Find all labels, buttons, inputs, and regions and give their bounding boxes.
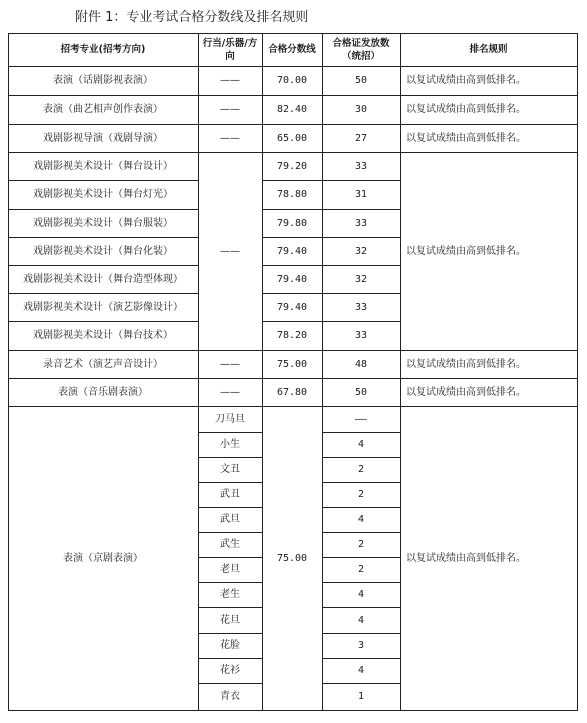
table-rule-h bbox=[322, 607, 401, 608]
opera-cert: 2 bbox=[357, 489, 365, 500]
opera-role: 文丑 bbox=[220, 464, 240, 475]
opera-cert: 3 bbox=[357, 640, 365, 651]
table-row-cert: 32 bbox=[354, 273, 368, 285]
table-row-major: 戏剧影视美术设计（舞台服装） bbox=[33, 217, 173, 229]
table-row-score: 65.00 bbox=[276, 132, 308, 144]
table-row-rule: 以复试成绩由高到低排名。 bbox=[406, 104, 526, 115]
table-row-cert: 32 bbox=[354, 245, 368, 257]
table-rule-h bbox=[322, 457, 401, 458]
table-rule-h bbox=[198, 557, 263, 558]
table-row-major: 戏剧影视导演（戏剧导演） bbox=[43, 132, 163, 144]
opera-cert: 4 bbox=[357, 514, 365, 525]
opera-cert: 4 bbox=[357, 589, 365, 600]
opera-major: 表演（京剧表演） bbox=[63, 552, 143, 564]
table-row-score: 79.40 bbox=[276, 245, 308, 257]
opera-score: 75.00 bbox=[276, 552, 308, 564]
table-rule-h bbox=[8, 710, 578, 711]
table-row-major: 表演（音乐剧表演） bbox=[58, 386, 148, 398]
table-row-major: 戏剧影视美术设计（舞台灯光） bbox=[33, 189, 173, 200]
table-row-cert: 33 bbox=[354, 217, 368, 229]
opera-role: 花旦 bbox=[220, 614, 240, 626]
opera-role: 武生 bbox=[220, 539, 240, 550]
table-rule-h bbox=[8, 33, 578, 34]
table-rule-h bbox=[8, 350, 578, 351]
table-row-score: 70.00 bbox=[276, 75, 308, 86]
table-rule-h bbox=[262, 293, 401, 294]
table-row-cert: 27 bbox=[354, 132, 368, 144]
opera-cert: —— bbox=[354, 413, 368, 425]
header-rule: 排名规则 bbox=[469, 44, 508, 55]
table-row-role: —— bbox=[220, 75, 240, 86]
table-rule-v bbox=[322, 33, 323, 711]
table-row-role: —— bbox=[220, 132, 240, 144]
table-rule-h bbox=[8, 124, 578, 125]
table-rule-h bbox=[198, 482, 263, 483]
table-rule-h bbox=[8, 406, 578, 407]
table-row-score: 79.80 bbox=[276, 217, 308, 229]
table-rule-h bbox=[8, 293, 199, 294]
table-row-major: 录音艺术（演艺声音设计） bbox=[43, 358, 163, 370]
table-rule-h bbox=[322, 557, 401, 558]
table-rule-h bbox=[198, 507, 263, 508]
table-row-rule: 以复试成绩由高到低排名。 bbox=[406, 358, 526, 370]
table-row-cert: 48 bbox=[354, 358, 368, 370]
table-row-score: 78.80 bbox=[276, 189, 308, 200]
opera-cert: 2 bbox=[357, 564, 365, 575]
page-title: 附件 1：专业考试合格分数线及排名规则 bbox=[75, 10, 309, 25]
table-row-major: 表演（话剧影视表演） bbox=[53, 75, 153, 86]
table-row-role: —— bbox=[220, 358, 240, 370]
table-rule-h bbox=[322, 658, 401, 659]
table-rule-h bbox=[262, 180, 401, 181]
opera-cert: 4 bbox=[357, 439, 365, 450]
table-rule-h bbox=[322, 683, 401, 684]
table-row-major: 戏剧影视美术设计（舞台造型体现） bbox=[23, 273, 183, 285]
table-rule-h bbox=[8, 321, 199, 322]
opera-role: 花脸 bbox=[220, 640, 240, 651]
table-rule-h bbox=[262, 321, 401, 322]
table-rule-h bbox=[198, 683, 263, 684]
opera-role: 青衣 bbox=[220, 691, 240, 702]
table-rule-h bbox=[322, 482, 401, 483]
table-row-major: 戏剧影视美术设计（舞台化装） bbox=[33, 245, 173, 257]
table-row-rule: 以复试成绩由高到低排名。 bbox=[406, 132, 526, 144]
table-rule-h bbox=[8, 237, 199, 238]
table-rule-h bbox=[322, 582, 401, 583]
table-rule-h bbox=[262, 265, 401, 266]
table-rule-h bbox=[8, 180, 199, 181]
table-row-score: 67.80 bbox=[276, 386, 308, 398]
table-row-score: 78.20 bbox=[276, 330, 308, 341]
table-row-major: 戏剧影视美术设计（演艺影像设计） bbox=[23, 301, 183, 313]
opera-rule: 以复试成绩由高到低排名。 bbox=[406, 552, 526, 564]
table-row-cert: 33 bbox=[354, 330, 368, 341]
table-rule-h bbox=[8, 66, 578, 67]
table-rule-v bbox=[400, 33, 401, 711]
table-rule-h bbox=[322, 633, 401, 634]
opera-role: 老生 bbox=[220, 589, 240, 600]
table-row-cert: 31 bbox=[354, 189, 368, 200]
table-row-rule: 以复试成绩由高到低排名。 bbox=[406, 75, 526, 86]
opera-cert: 2 bbox=[357, 464, 365, 475]
table-rule-v bbox=[262, 33, 263, 711]
header-cert: 合格证发放数（统招） bbox=[332, 37, 390, 62]
opera-cert: 1 bbox=[357, 691, 365, 702]
table-row-score: 79.40 bbox=[276, 301, 308, 313]
table-row-cert: 50 bbox=[354, 75, 368, 86]
table-row-cert: 33 bbox=[354, 301, 368, 313]
table-rule-h bbox=[8, 152, 578, 153]
table-rule-h bbox=[8, 265, 199, 266]
design-group-role: —— bbox=[220, 245, 240, 257]
opera-role: 小生 bbox=[220, 439, 240, 450]
opera-role: 刀马旦 bbox=[215, 413, 245, 425]
table-rule-h bbox=[198, 432, 263, 433]
table-rule-h bbox=[322, 532, 401, 533]
table-row-major: 戏剧影视美术设计（舞台技术） bbox=[33, 330, 173, 341]
table-rule-h bbox=[198, 532, 263, 533]
table-rule-v bbox=[8, 33, 9, 711]
table-row-rule: 以复试成绩由高到低排名。 bbox=[406, 386, 526, 398]
table-rule-h bbox=[198, 658, 263, 659]
table-rule-h bbox=[262, 209, 401, 210]
table-row-cert: 33 bbox=[354, 160, 368, 172]
table-row-score: 75.00 bbox=[276, 358, 308, 370]
header-major: 招考专业(招考方向) bbox=[60, 44, 146, 55]
table-rule-h bbox=[198, 607, 263, 608]
table-rule-h bbox=[198, 633, 263, 634]
table-row-major: 戏剧影视美术设计（舞台设计） bbox=[33, 160, 173, 172]
table-row-score: 79.20 bbox=[276, 160, 308, 172]
opera-cert: 4 bbox=[357, 614, 365, 626]
table-row-score: 82.40 bbox=[276, 104, 308, 115]
opera-role: 武旦 bbox=[220, 514, 240, 525]
table-rule-h bbox=[198, 457, 263, 458]
table-rule-h bbox=[262, 237, 401, 238]
design-group-rule: 以复试成绩由高到低排名。 bbox=[406, 245, 526, 257]
table-row-cert: 30 bbox=[354, 104, 368, 115]
opera-cert: 4 bbox=[357, 665, 365, 676]
table-rule-h bbox=[8, 378, 578, 379]
table-row-score: 79.40 bbox=[276, 273, 308, 285]
table-row-cert: 50 bbox=[354, 386, 368, 398]
opera-cert: 2 bbox=[357, 539, 365, 550]
opera-role: 老旦 bbox=[220, 564, 240, 575]
table-rule-h bbox=[322, 432, 401, 433]
table-rule-h bbox=[8, 95, 578, 96]
table-row-role: —— bbox=[220, 386, 240, 398]
table-row-role: —— bbox=[220, 104, 240, 115]
header-role: 行当/乐器/方向 bbox=[202, 37, 258, 62]
table-rule-h bbox=[8, 209, 199, 210]
table-rule-h bbox=[198, 582, 263, 583]
opera-role: 花衫 bbox=[220, 665, 240, 676]
table-rule-h bbox=[322, 507, 401, 508]
table-rule-v bbox=[577, 33, 578, 711]
table-rule-v bbox=[198, 33, 199, 711]
table-row-major: 表演（曲艺相声创作表演） bbox=[43, 104, 163, 115]
opera-role: 武丑 bbox=[220, 489, 240, 500]
header-score: 合格分数线 bbox=[268, 44, 316, 55]
